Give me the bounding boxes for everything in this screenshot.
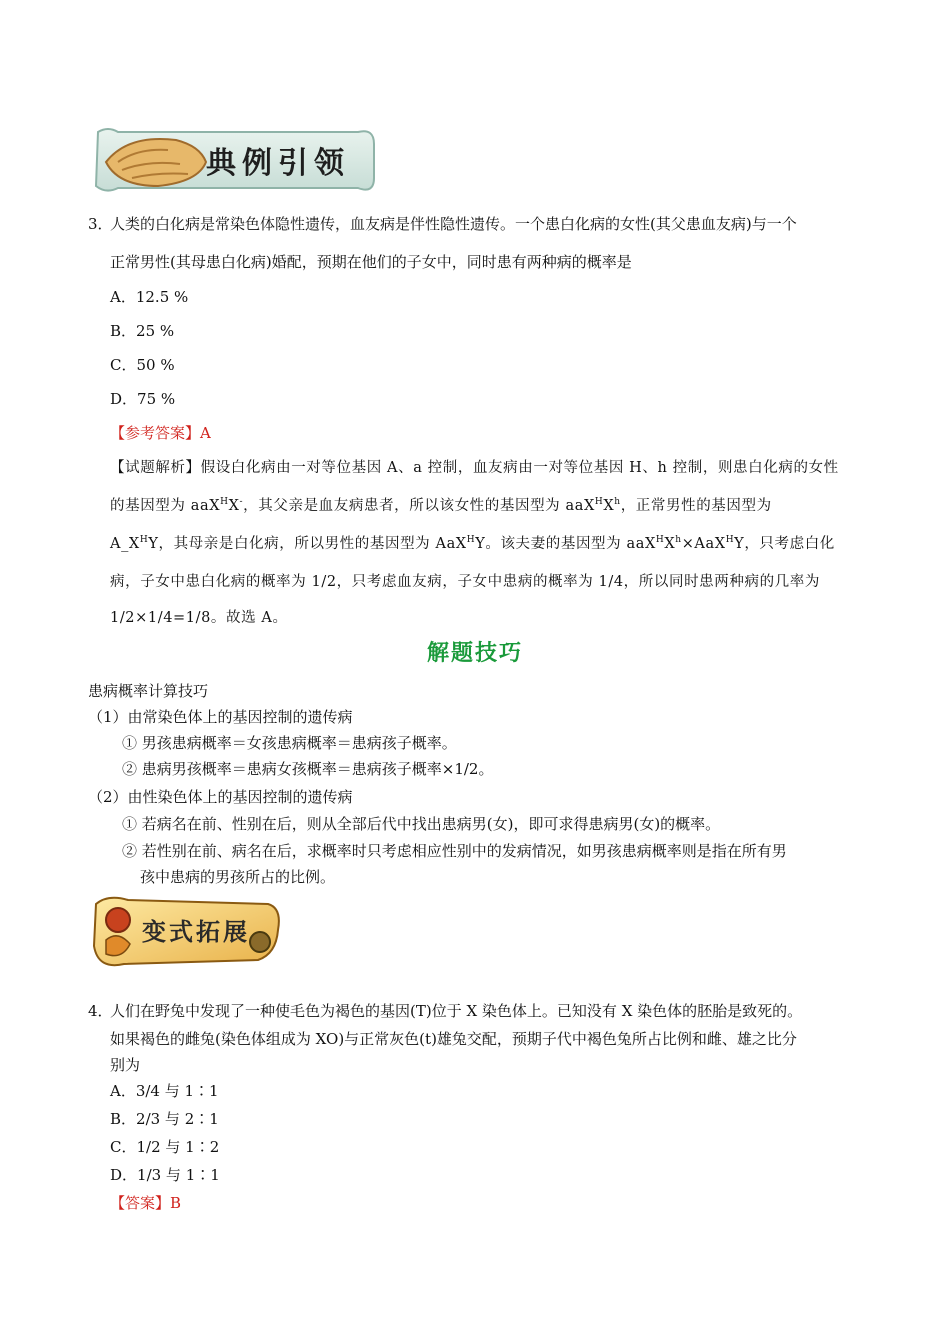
q3-analysis-3e: ×AaX <box>681 536 726 552</box>
q3-option-d: D．75 % <box>110 390 176 408</box>
tips-point1-a: ① 男孩患病概率＝女孩患病概率＝患病孩子概率。 <box>122 734 457 752</box>
tips-point2-b-line1: ② 若性别在前、病名在后，求概率时只考虑相应性别中的发病情况，如男孩患病概率则是指在所有男 <box>122 842 787 860</box>
tips-title: 解题技巧 <box>426 641 523 666</box>
q3-analysis-line4: 病，子女中患白化病的概率为 1/2，只考虑血友病，子女中患病的概率为 1/4，所以同时患两种病的几率为 <box>110 574 820 590</box>
sup-H: H <box>466 535 476 545</box>
sup-H: H <box>220 497 229 507</box>
q3-option-b: B．25 % <box>110 322 175 340</box>
q3-answer-value: A <box>200 424 211 442</box>
q3-analysis-line5: 1/2×1/4=1/8。故选 A。 <box>110 610 288 626</box>
q4-option-b: B．2/3 与 2∶1 <box>110 1110 219 1128</box>
tips-heading: 患病概率计算技巧 <box>88 682 209 700</box>
q3-analysis-label: 【试题解析】 <box>110 460 201 476</box>
q3-analysis-3c: Y。该夫妻的基因型为 aaX <box>475 536 656 552</box>
sup-H: H <box>139 535 149 545</box>
q4-number: 4． <box>88 1002 113 1020</box>
q3-analysis-3b: Y，其母亲是白化病，所以男性的基因型为 AaX <box>148 536 467 552</box>
q3-analysis-2c: ，其父亲是血友病患者，所以该女性的基因型为 aaX <box>243 498 595 514</box>
q3-analysis-2a: 的基因型为 aaX <box>110 498 221 514</box>
q3-analysis-line3 <box>110 532 835 553</box>
q3-option-a: A．12.5 % <box>110 288 189 306</box>
sup-H: H <box>725 535 735 545</box>
tips-point2-b-line2: 孩中患病的男孩所占的比例。 <box>140 868 336 886</box>
tips-point1-b: ② 患病男孩概率＝患病女孩概率＝患病孩子概率×1/2。 <box>122 760 494 778</box>
q4-stem-line3: 别为 <box>110 1056 141 1074</box>
q3-analysis-2e: ，正常男性的基因型为 <box>620 498 772 514</box>
q3-analysis-3d: X <box>664 536 676 552</box>
q3-stem-line1: 人类的白化病是常染色体隐性遗传，血友病是伴性隐性遗传。一个患白化病的女性(其父患血友病)与一个 <box>110 215 797 233</box>
sup-H: H <box>655 535 665 545</box>
variation-banner <box>88 890 284 974</box>
tips-point2-a: ① 若病名在前、性别在后，则从全部后代中找出患病男(女)，即可求得患病男(女)的概率。 <box>122 815 721 833</box>
q4-option-d: D．1/3 与 1∶1 <box>110 1166 220 1184</box>
q3-option-c: C．50 % <box>110 356 175 374</box>
q4-stem-line2: 如果褐色的雌兔(染色体组成为 XO)与正常灰色(t)雄兔交配，预期子代中褐色兔所占比例和雌、雄之比分 <box>110 1030 797 1048</box>
q4-answer-label: 【答案】 <box>110 1194 171 1212</box>
variation-banner-title: 变式拓展 <box>142 918 250 946</box>
q3-analysis-3a: A_X <box>110 536 140 552</box>
q3-analysis-2b: X <box>228 498 240 514</box>
q4-answer <box>110 1192 181 1213</box>
tips-point1: （1）由常染色体上的基因控制的遗传病 <box>88 708 353 726</box>
sup-h: h <box>614 497 621 507</box>
q3-analysis-3f: Y，只考虑白化 <box>734 536 835 552</box>
q4-stem-line1: 人们在野兔中发现了一种使毛色为褐色的基因(T)位于 X 染色体上。已知没有 X 染色体的胚胎是致死的。 <box>110 1002 803 1020</box>
q3-analysis-line2 <box>110 494 772 515</box>
q3-analysis-line1 <box>110 456 839 477</box>
tips-point2: （2）由性染色体上的基因控制的遗传病 <box>88 788 353 806</box>
example-banner <box>88 124 378 196</box>
q4-answer-value: B <box>170 1194 182 1212</box>
example-banner-title: 典例引领 <box>206 146 350 181</box>
q3-answer-label: 【参考答案】 <box>110 424 201 442</box>
q3-stem-line2: 正常男性(其母患白化病)婚配，预期在他们的子女中，同时患有两种病的概率是 <box>110 253 632 271</box>
sup-h: h <box>675 535 682 545</box>
q4-option-c: C．1/2 与 1∶2 <box>110 1138 220 1156</box>
q3-analysis-2d: X <box>603 498 615 514</box>
q4-option-a: A．3/4 与 1∶1 <box>110 1082 219 1100</box>
q3-analysis-text1: 假设白化病由一对等位基因 A、a 控制，血友病由一对等位基因 H、h 控制，则患白化病的女性 <box>200 460 839 476</box>
sup-minus: - <box>239 497 244 507</box>
q3-number: 3． <box>88 215 113 233</box>
sup-H: H <box>594 497 604 507</box>
q3-answer <box>110 422 211 443</box>
